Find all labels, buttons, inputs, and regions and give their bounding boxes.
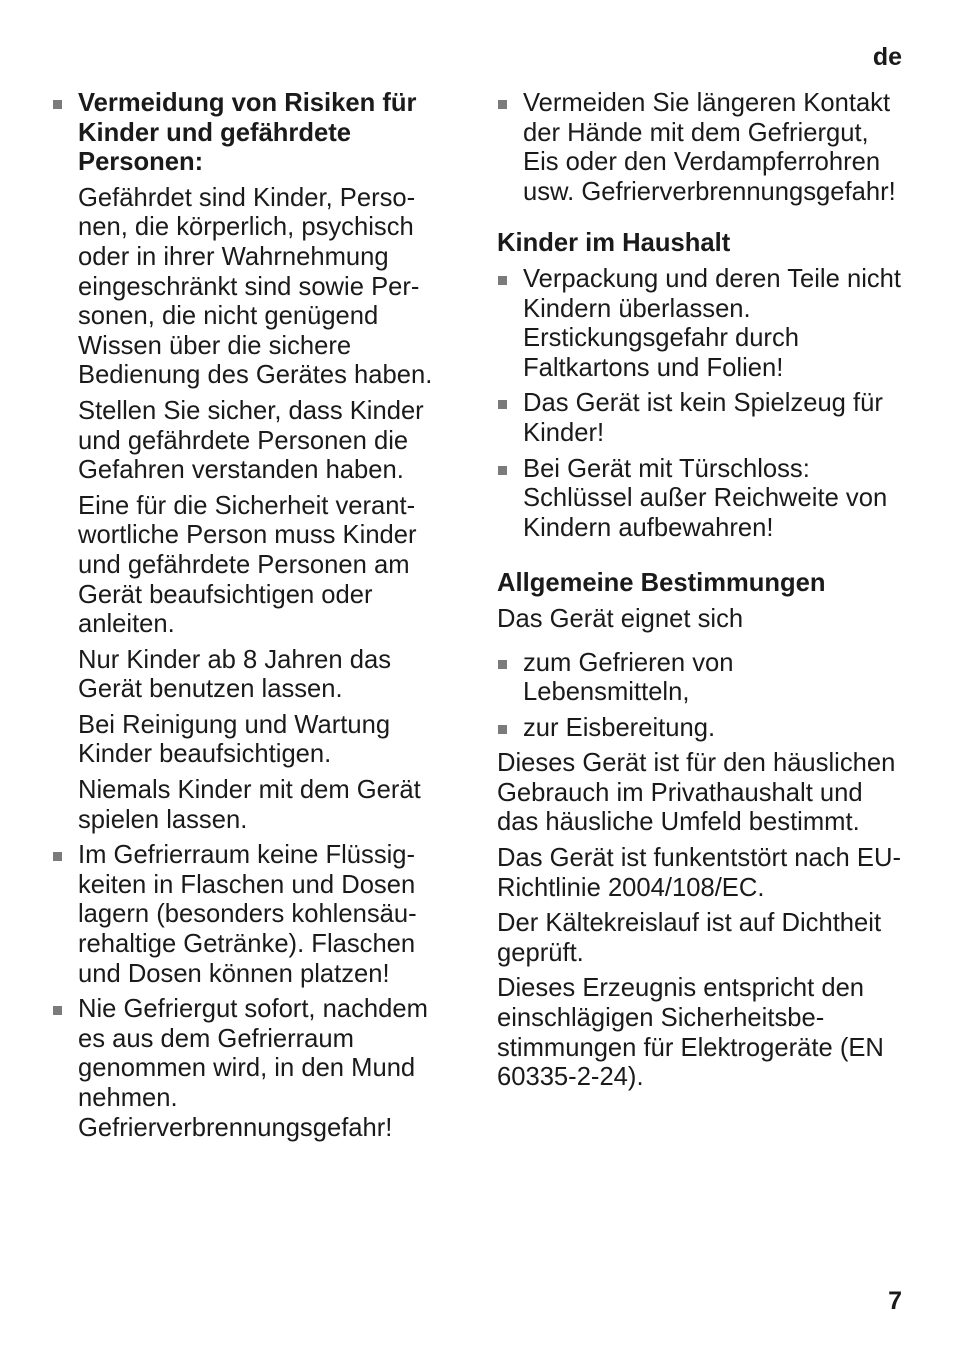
paragraph: Dieses Gerät ist für den häuslichen Gebrauch im Privathaushalt und das häusliche Umfeld bestimmt. (497, 749, 896, 837)
paragraph: Bei Reinigung und Wartung Kinder beaufsichtigen. (78, 710, 391, 769)
bullet-text: zur Eisbereitung. (523, 713, 716, 742)
bullet-freezing (497, 649, 907, 708)
heading-children-household: Kinder im Haushalt (497, 229, 731, 258)
right-column (497, 89, 907, 1099)
bullet-text: Vermeiden Sie längeren Kontakt der Hände mit dem Gefriergut, Eis oder den Verdampferrohren usw. Gefrierverbrennungsgefahr! (523, 89, 896, 206)
bullet-lock (497, 455, 907, 544)
bullet-text: Nie Gefriergut sofort, nachdem es aus dem Gefrierraum genommen wird, in den Mund nehmen. Gefrierverbrennungsgefahr! (78, 995, 428, 1142)
bullet-text: Bei Gerät mit Türschloss: Schlüssel außer Reichweite von Kindern aufbewahren! (523, 454, 888, 542)
bullet-text: Im Gefrierraum keine Flüssig-keiten in Flaschen und Dosen lagern (besonders kohlensäu-rehaltige Getränke). Flaschen und Dosen können platzen! (78, 841, 417, 988)
bullet-text: Verpackung und deren Teile nicht Kindern überlassen. Erstickungsgefahr durch Faltkartons und Folien! (523, 264, 902, 382)
paragraph: Niemals Kinder mit dem Gerät spielen lassen. (78, 776, 421, 834)
page-number: 7 (888, 1287, 902, 1315)
heading-general: Allgemeine Bestimmungen (497, 569, 826, 598)
bullet-risks-children (52, 89, 462, 835)
left-column (52, 89, 462, 1149)
bullet-packaging (497, 265, 907, 383)
bullet-title: Vermeidung von Risiken für Kinder und gefährdete Personen: (78, 89, 417, 177)
intro-text: Das Gerät eignet sich (497, 604, 744, 633)
paragraph: Eine für die Sicherheit verant-wortliche Person muss Kinder und gefährdete Personen am Gerät beaufsichtigen oder anleiten. (78, 491, 417, 639)
language-label: de (872, 43, 902, 71)
bullet-bottles (52, 841, 462, 989)
paragraph: Das Gerät ist funkentstört nach EU-Richtlinie 2004/108/EC. (497, 844, 901, 902)
paragraph: Nur Kinder ab 8 Jahren das Gerät benutzen lassen. (78, 645, 391, 704)
bullet-text: zum Gefrieren von Lebensmitteln, (523, 648, 734, 707)
bullet-frozen-food (52, 995, 462, 1143)
paragraph: Gefährdet sind Kinder, Perso-nen, die körperlich, psychisch oder in ihrer Wahrnehmung eingeschränkt sind sowie Per-sonen, die nicht genügend Wissen über die sichere Bedienung des Gerätes haben. (78, 183, 433, 390)
bullet-contact (497, 89, 907, 207)
bullet-toy (497, 389, 907, 448)
paragraph: Dieses Erzeugnis entspricht den einschlägigen Sicherheitsbe-stimmungen für Elektrogeräte (EN 60335-2-24). (497, 974, 884, 1092)
paragraph: Der Kältekreislauf ist auf Dichtheit geprüft. (497, 909, 882, 967)
bullet-text: Das Gerät ist kein Spielzeug für Kinder! (523, 389, 883, 447)
paragraph: Stellen Sie sicher, dass Kinder und gefährdete Personen die Gefahren verstanden haben. (78, 396, 424, 485)
bullet-ice (497, 714, 907, 744)
